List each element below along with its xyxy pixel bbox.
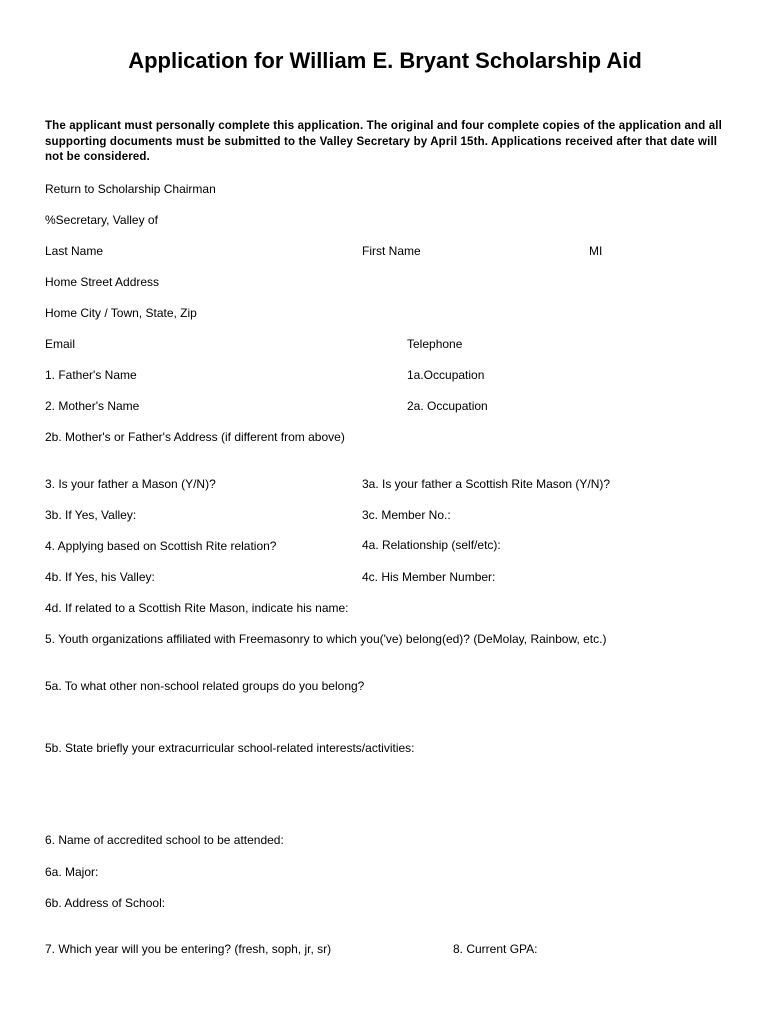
home-street-label: Home Street Address — [45, 275, 160, 289]
major-label: 6a. Major: — [45, 865, 99, 879]
scottish-rite-relation-question: 4. Applying based on Scottish Rite relation? — [45, 539, 277, 553]
member-number-label: 3c. Member No.: — [362, 508, 451, 522]
fathers-name-label: 1. Father's Name — [45, 368, 137, 382]
entering-year-question: 7. Which year will you be entering? (fresh, soph, jr, sr) — [45, 942, 332, 956]
telephone-label: Telephone — [407, 337, 463, 351]
first-name-label: First Name — [362, 244, 421, 258]
middle-initial-label: MI — [589, 244, 603, 258]
mothers-name-label: 2. Mother's Name — [45, 399, 140, 413]
related-mason-name-label: 4d. If related to a Scottish Rite Mason, indicate his name: — [45, 601, 349, 615]
form-title: Application for William E. Bryant Scholarship Aid — [128, 48, 642, 73]
father-mason-question: 3. Is your father a Mason (Y/N)? — [45, 477, 216, 491]
current-gpa-label: 8. Current GPA: — [453, 942, 538, 956]
school-address-label: 6b. Address of School: — [45, 896, 166, 910]
mother-occupation-label: 2a. Occupation — [407, 399, 488, 413]
home-city-label: Home City / Town, State, Zip — [45, 306, 197, 320]
secretary-valley-label: %Secretary, Valley of — [45, 213, 158, 227]
his-valley-label: 4b. If Yes, his Valley: — [45, 570, 155, 584]
valley-label: 3b. If Yes, Valley: — [45, 508, 137, 522]
email-label: Email — [45, 337, 76, 351]
relationship-label: 4a. Relationship (self/etc): — [362, 538, 501, 552]
parent-address-label: 2b. Mother's or Father's Address (if different from above) — [45, 430, 345, 444]
father-scottish-rite-question: 3a. Is your father a Scottish Rite Mason (Y/N)? — [362, 477, 611, 491]
father-occupation-label: 1a.Occupation — [407, 368, 485, 382]
youth-organizations-question: 5. Youth organizations affiliated with Freemasonry to which you('ve) belong(ed)? (DeMolay, Rainbow, etc.) — [45, 632, 607, 646]
school-name-label: 6. Name of accredited school to be attended: — [45, 833, 284, 847]
non-school-groups-question: 5a. To what other non-school related groups do you belong? — [45, 679, 365, 693]
return-to-label: Return to Scholarship Chairman — [45, 182, 216, 196]
his-member-number-label: 4c. His Member Number: — [362, 570, 496, 584]
extracurricular-question: 5b. State briefly your extracurricular school-related interests/activities: — [45, 741, 415, 755]
intro-instructions: The applicant must personally complete this application. The original and four complete copies of the application and all supporting documents must be submitted to the Valley Secretary by April 15th. Applications received after that date will not be considered. — [45, 120, 722, 163]
last-name-label: Last Name — [45, 244, 104, 258]
